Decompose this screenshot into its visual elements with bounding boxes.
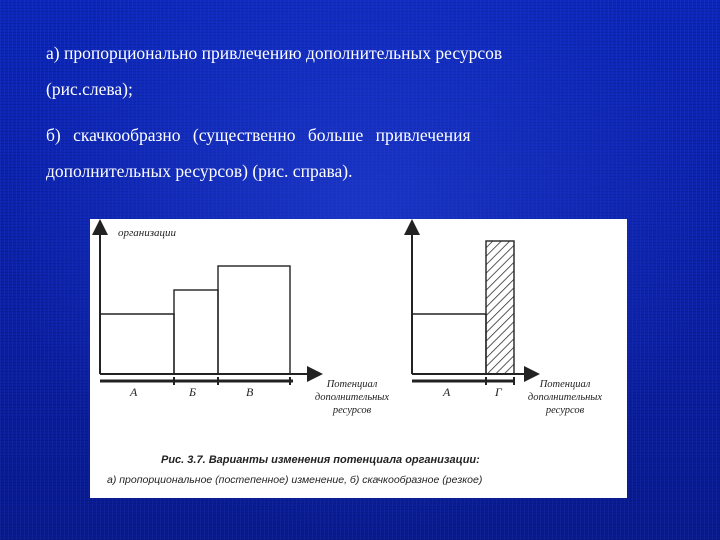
right-x-label-3: ресурсов [545,405,585,416]
right-category-a: А [443,385,451,399]
right-x-label-2: дополнительных [527,392,603,403]
paragraph-a-line-1: а) пропорционально привлечению дополнительных ресурсов [46,43,503,63]
left-step-c [218,266,290,374]
right-step-g-hatched [486,241,514,374]
right-category-g: Г [495,385,502,399]
paragraph-a-line-2: (рис.слева); [46,79,133,99]
left-x-label-3: ресурсов [332,405,372,416]
left-chart [100,227,389,416]
left-x-label-1: Потенциал [326,379,378,390]
paragraph-b-line-1: б) скачкообразно (существенно больше привлечения [46,125,471,145]
y-axis-label: организации [118,227,177,239]
figure-caption-line-2: а) пропорциональное (постепенное) изменение, б) скачкообразное (резкое) [107,474,483,486]
slide-text [46,42,670,206]
paragraph-b [46,124,670,182]
paragraph-b-line-2: дополнительных ресурсов) (рис. справа). [46,161,353,181]
right-step-a [412,314,486,374]
figure-drawing [90,219,627,498]
left-x-label-2: дополнительных [314,392,390,403]
left-step-b [174,290,218,374]
left-category-a: А [130,385,138,399]
left-category-b: Б [189,385,197,399]
right-x-label-1: Потенциал [539,379,591,390]
left-step-a [100,314,174,374]
right-chart [412,227,602,416]
figure-caption-line-1: Рис. 3.7. Варианты изменения потенциала организации: [161,454,480,466]
left-category-c: В [246,385,254,399]
paragraph-a [46,42,670,100]
figure-image [90,219,627,498]
